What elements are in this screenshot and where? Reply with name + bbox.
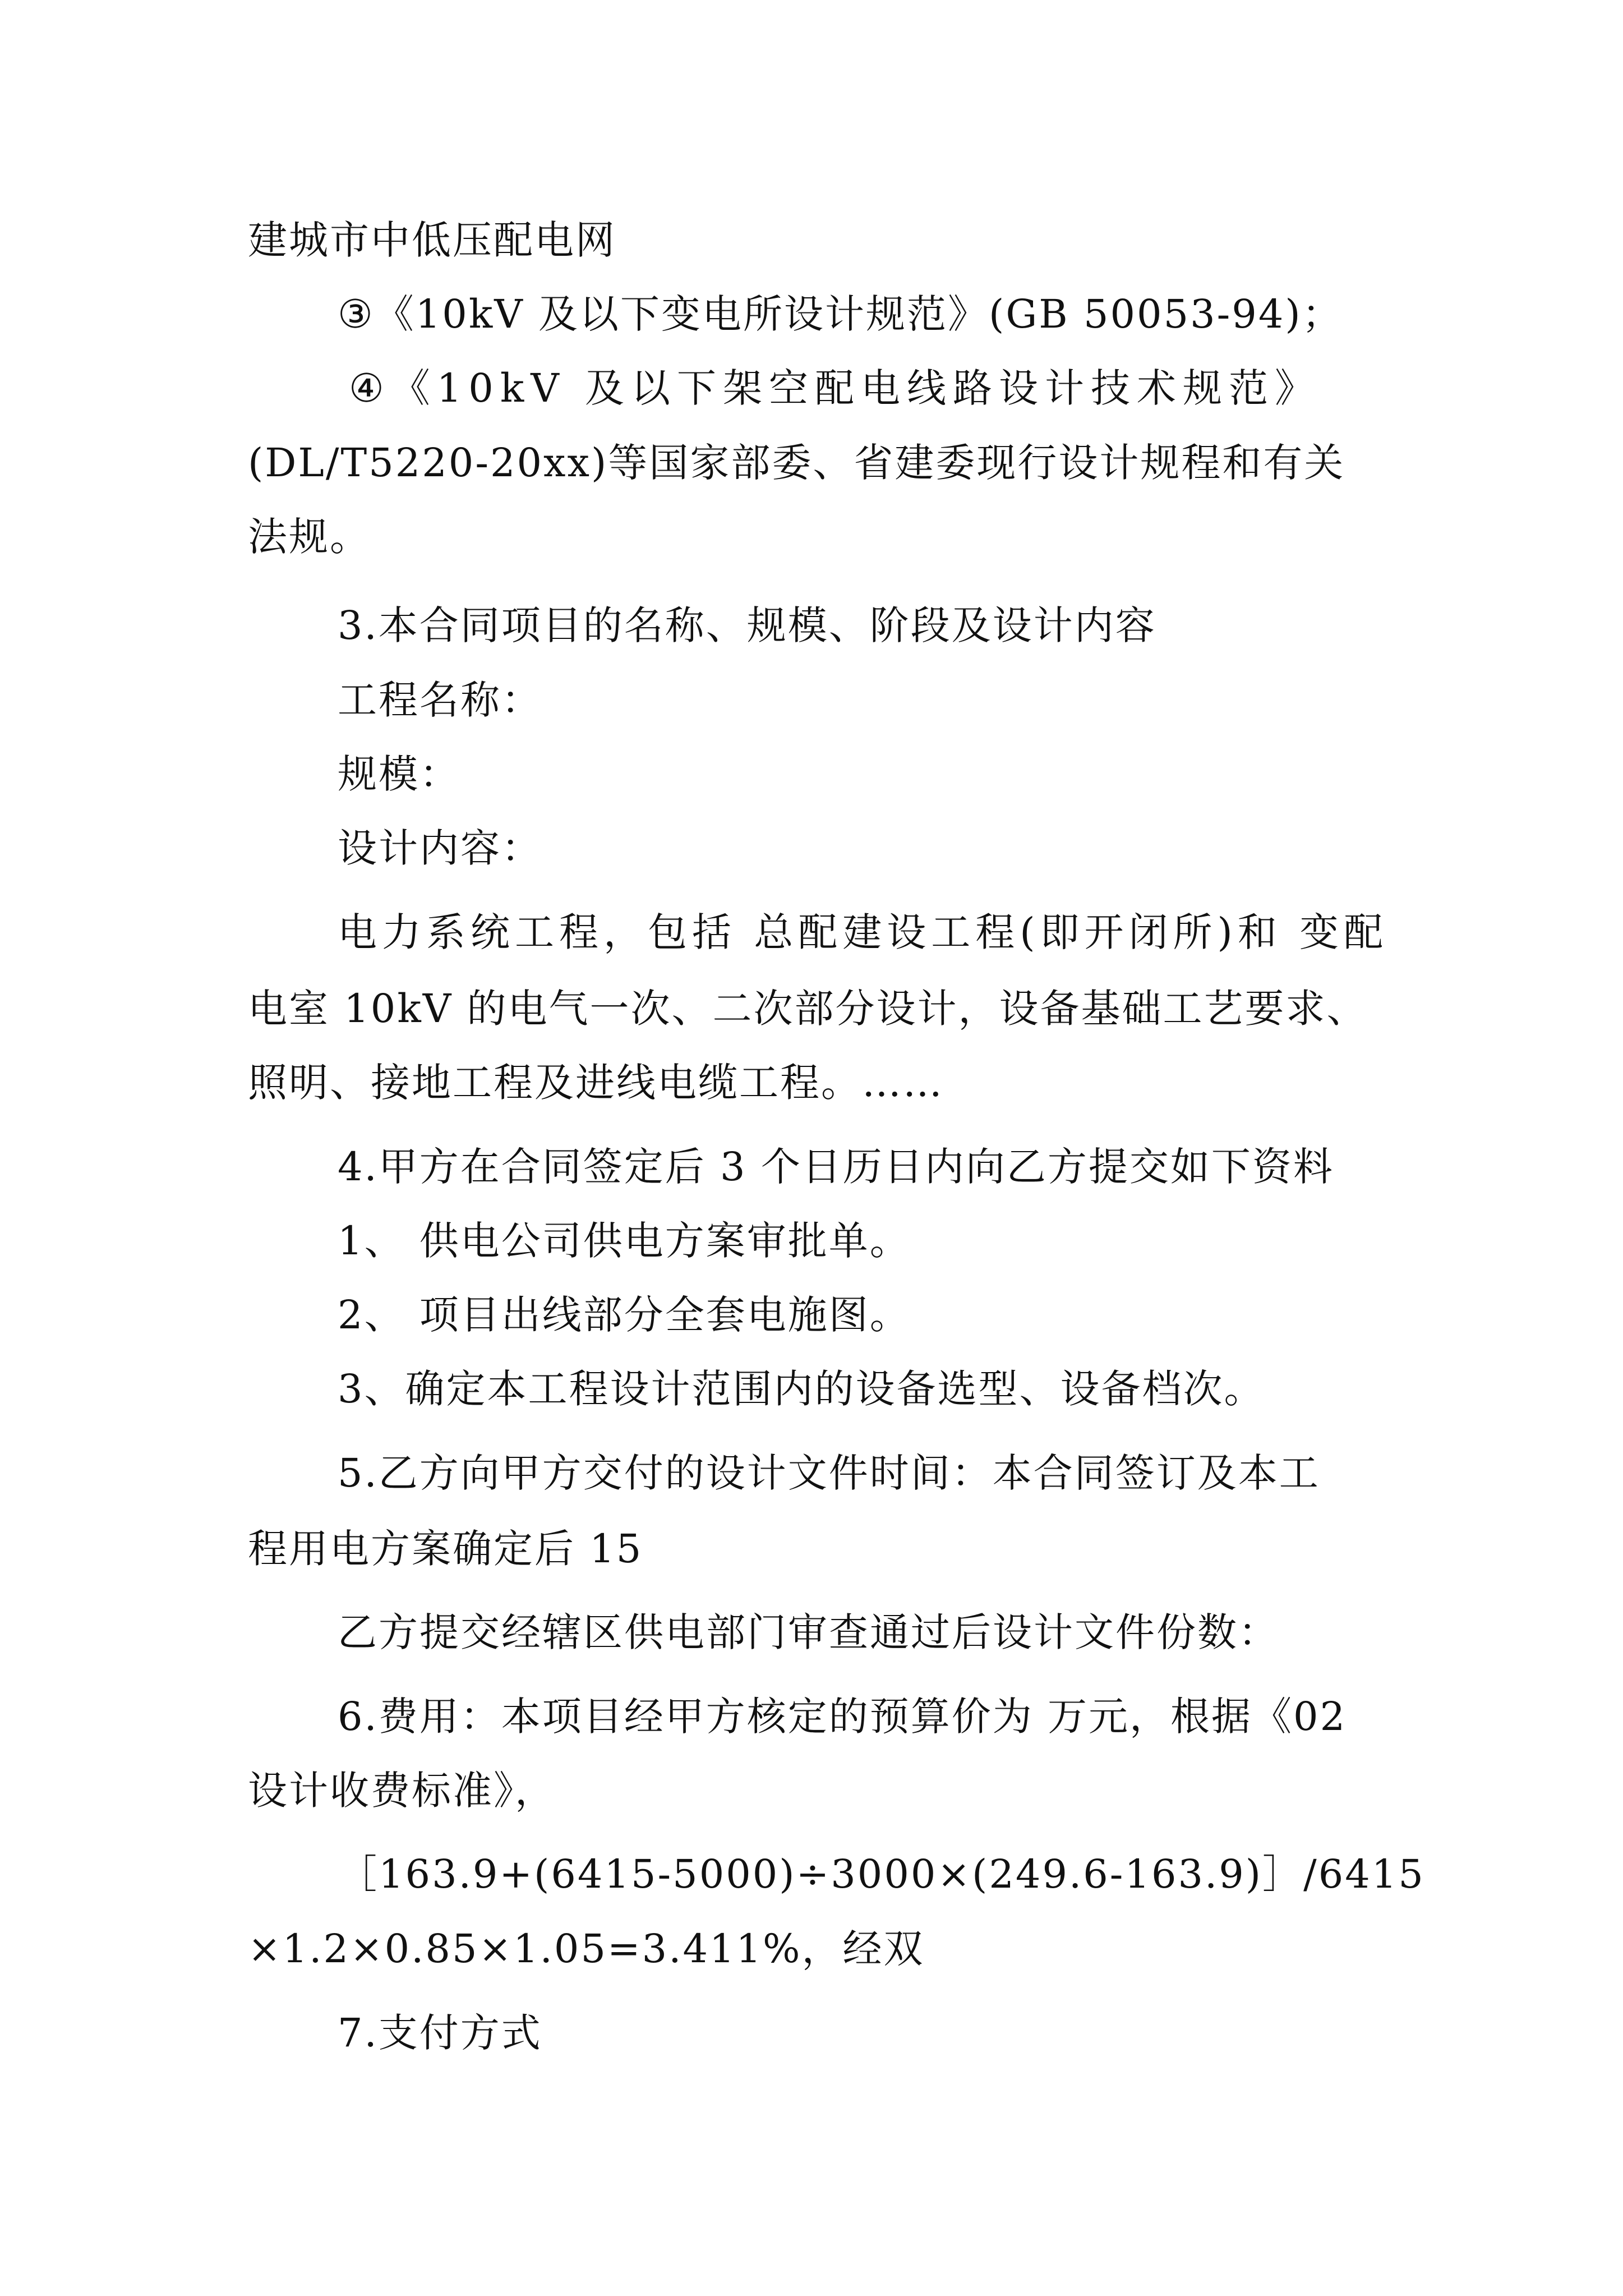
text-line-19: 乙方提交经辖区供电部门审查通过后设计文件份数： [338,1609,1279,1655]
text-line-22: ［163.9+(6415-5000)÷3000×(249.6-163.9)］/6415 [338,1851,1425,1897]
text-line-9: 设计内容： [338,825,542,871]
text-line-16: 3、确定本工程设计范围内的设备选型、设备档次。 [338,1366,1265,1412]
text-line-5: 法规。 [248,514,371,560]
text-line-24: 7.支付方式 [338,2010,542,2056]
text-line-4: (DL/T5220-20xx)等国家部委、省建委现行设计规程和有关 [248,440,1345,486]
text-line-8: 规模： [338,751,460,797]
text-line-10: 电力系统工程，包括 总配建设工程(即开闭所)和 变配 [338,909,1389,955]
text-line-1: 建城市中低压配电网 [248,217,616,263]
text-line-14: 1、 供电公司供电方案审批单。 [338,1218,911,1264]
text-line-18: 程用电方案确定后 15 [248,1526,643,1572]
text-line-6: 3.本合同项目的名称、规模、阶段及设计内容 [338,602,1156,648]
text-line-15: 2、 项目出线部分全套电施图。 [338,1292,911,1338]
text-line-13: 4.甲方在合同签定后 3 个日历日内向乙方提交如下资料 [338,1144,1334,1190]
text-line-23: ×1.2×0.85×1.05=3.411%，经双 [248,1926,925,1972]
text-line-12: 照明、接地工程及进线电缆工程。…… [248,1060,944,1106]
text-line-17: 5.乙方向甲方交付的设计文件时间：本合同签订及本工 [338,1450,1320,1496]
text-line-7: 工程名称： [338,677,542,723]
text-line-21: 设计收费标准》， [248,1768,556,1814]
text-line-20: 6.费用：本项目经甲方核定的预算价为 万元，根据《02 [338,1694,1347,1740]
text-line-11: 电室 10kV 的电气一次、二次部分设计，设备基础工艺要求、 [248,986,1368,1032]
text-line-3: ④《10kV 及以下架空配电线路设计技术规范》 [349,365,1321,411]
text-line-2: ③《10kV 及以下变电所设计规范》(GB 50053-94)； [338,291,1343,337]
